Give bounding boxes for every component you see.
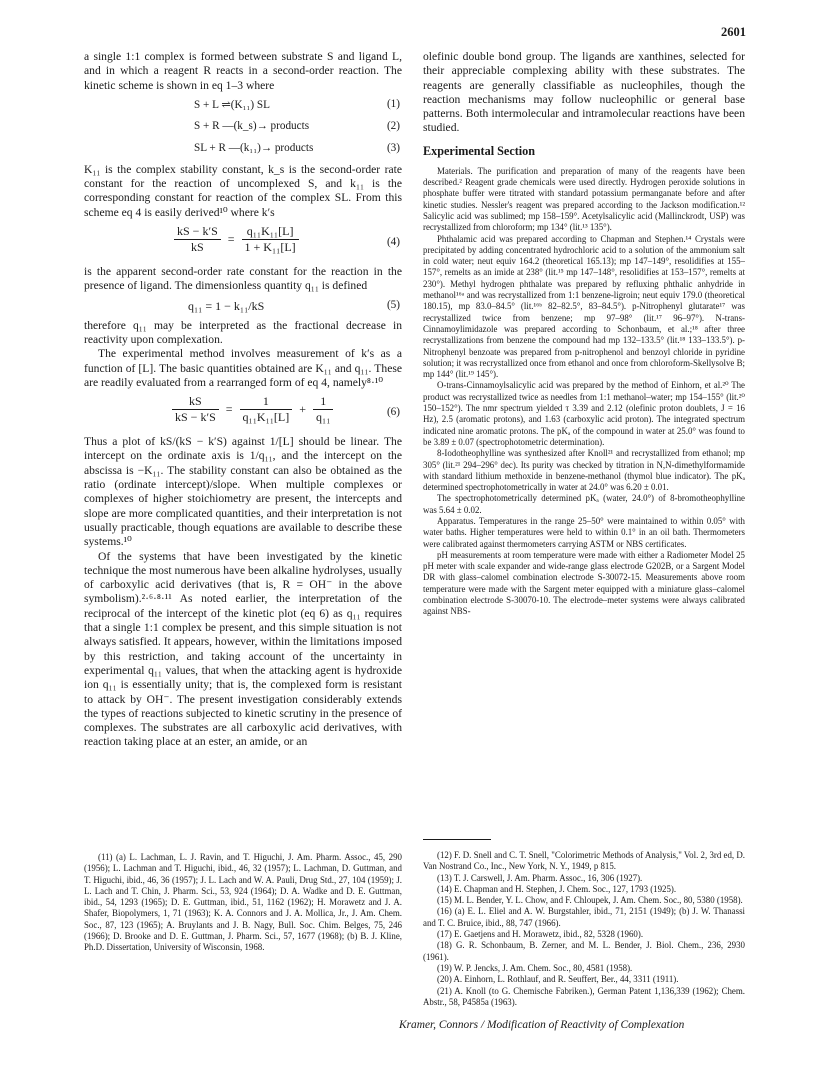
- paragraph-iodotheophylline: 8-Iodotheophylline was synthesized after Knoll²¹ and recrystallized from ethanol; mp 305° (lit.²¹ 294–296° dec). Its purity was checked by titration in N,N-dimethylformamide with standard lithium methoxide in benzene-methanol (thymol blue indicator). The pKₐ determined spectrophotometrically in water at 24.0° was 6.20 ± 0.01.: [423, 448, 745, 493]
- footnote: (15) M. L. Bender, Y. L. Chow, and F. Chloupek, J. Am. Chem. Soc., 80, 5380 (1958).: [437, 895, 743, 906]
- footnote: (21) A. Knoll (to G. Chemische Fabriken.), German Patent 1,136,339 (1962); Chem. Abstr., 58, P4585a (1963).: [423, 985, 745, 1007]
- fraction-denominator: kS − k′S: [175, 410, 216, 425]
- fraction-denominator: q₁₁: [316, 410, 331, 425]
- equation-5: [84, 297, 402, 317]
- equals-sign: =: [225, 402, 233, 417]
- footnote: (14) E. Chapman and H. Stephen, J. Chem. Soc., 127, 1793 (1925).: [437, 883, 677, 894]
- equation-3-text: SL + R —(k₁₁)→ products: [194, 141, 314, 154]
- paragraph: is the apparent second-order rate constant for the reaction in the presence of ligand. The dimensionless quantity q₁₁ is defined: [84, 265, 402, 293]
- equation-4-lhs: [174, 224, 221, 255]
- plus-sign: +: [299, 402, 307, 417]
- paragraph: therefore q₁₁ may be interpreted as the fractional decrease in reactivity upon complexation.: [84, 318, 402, 346]
- equation-6-lhs: [172, 394, 219, 425]
- equation-4-rhs: [242, 224, 299, 255]
- footnote-11: (11) (a) L. Lachman, L. J. Ravin, and T. Higuchi, J. Am. Pharm. Assoc., 45, 290 (1956); L. Lachman and T. Higuchi, ibid., 46, 32 (1957); L. Lachman, D. Guttman, and T. Higuchi, ibid., 46, 36 (1957); J. L. Lach and W. A. Pauli, Drug Std., 27, 104 (1959); J. L. Lach and T. Chin, J. Pharm. Sci., 53, 924 (1964); D. A. Wadke and D. E. Guttman, ibid., 54, 1293 (1965); D. E. Guttman, ibid., 51, 1162 (1962); H. Morawetz and J. A. Shafer, Biopolymers, 1, 71 (1963); K. A. Connors and J. A. Mollica, Jr., J. Am. Chem. Soc., 87, 123 (1965); A. Bruylants and J. B. Nagy, Bull. Soc. Chim. Belges, 75, 246 (1966); D. Brooke and D. E. Guttman, J. Pharm. Sci., 57, 1677 (1968); (b) B. J. Kline, Ph.D. Dissertation, University of Wisconsin, 1968.: [84, 852, 402, 953]
- equation-6-middle: [240, 394, 293, 425]
- equation-3-number: (3): [386, 141, 400, 154]
- paragraph-phthalamic: Phthalamic acid was prepared according to Chapman and Stephen.¹⁴ Crystals were precipitated by adding concentrated hydrochloric acid to a solution of the ammonium salt in cold water; neut equiv 164.2 (theoretical 165.13); mp 147–149°, resolidifies at 155–157°, remelts as an imide at 238° (lit.¹⁵ mp 147–148°, resolidifies at 153–157°, remelts at 230°). Methyl hydrogen phthalate was prepared by refluxing phthalic anhydride in methanol¹⁶ᵃ and was recrystallized from 1:1 benzene-ligroin; neut equiv 179.0 (theoretical 180.15), mp 83.0–84.5° (lit.¹⁶ᵇ 82–82.5°, 83–84.5°). p-Nitrophenyl glutarate¹⁷ was recrystallized twice from benzene; mp 97–98° (lit.¹⁷ 96–97°). N-trans-Cinnamoylimidazole was prepared according to Schonbaum, et al.;¹⁸ after three recrystallizations from benzene the compound had mp 132–133.5° (lit.¹⁸ 133–133.5°). p-Nitrophenyl benzoate was prepared from p-nitrophenol and benzoyl chloride in pyridine solution; it was recrystallized once from ethanol and once from chloroform-Skellysolve B; mp 144° (lit.¹⁹ 145°).: [423, 233, 745, 380]
- paragraph-apparatus: Apparatus. Temperatures in the range 25–50° were maintained to within 0.05° with water baths. Higher temperatures were held to within 0.1° in an oil bath. Thermometers were calibrated against thermometers carrying ASTM or NBS certificates.: [423, 515, 745, 549]
- equation-1-text: S + L ⇌(K₁₁) SL: [194, 98, 270, 111]
- right-column: [423, 50, 745, 618]
- section-heading: Experimental Section: [423, 143, 536, 158]
- fraction-denominator: kS: [191, 240, 204, 255]
- equation-2-text: S + R —(k_s)→ products: [194, 119, 310, 132]
- left-column: [84, 50, 402, 750]
- fraction-numerator: kS − k′S: [174, 224, 221, 240]
- page-number: 2601: [721, 25, 746, 39]
- paragraph-ph: pH measurements at room temperature were made with either a Radiometer Model 25 pH meter with scale expander and wide-range glass electrode G202B, or a Sargent Model DR with glass–calomel combination electrode S-30072-15. Measurements above room temperature were made with the Sargent meter equipped with a miniature glass–calomel combination electrode S-30070-10. The electrode–meter systems were always calibrated against NBS-: [423, 549, 745, 617]
- equation-1: [84, 93, 402, 115]
- equation-4-number: (4): [386, 236, 400, 249]
- equals-sign: =: [227, 232, 235, 247]
- footnote-divider: [423, 839, 491, 840]
- fraction-numerator: q₁₁K₁₁[L]: [242, 224, 299, 240]
- equation-6-rhs: [313, 394, 333, 425]
- paragraph: Of the systems that have been investigated by the kinetic technique the most numerous have been alkaline hydrolyses, usually of carboxylic acid derivatives (that is, R = OH⁻ in the above symbolism).²·⁶·⁸·¹¹ As noted earlier, the interpretation of the reciprocal of the intercept of the kinetic plot (eq 6) as q₁₁ requires that a single 1:1 complex be present, and this simple situation is not always satisfied. It appears, however, within the limitations imposed by this restriction, and taking account of the uncertainty in experimental q₁₁ values, that when the attacking agent is hydroxide ion q₁₁ is essentially unity; that is, the complexed form is resistant to attack by OH⁻. The present investigation considerably extends the types of reactions subjected to kinetic scrutiny in the presence of complexes. The substrates are all carboxylic acid derivatives, with reaction taking place at an ester, an amide, or an: [84, 549, 402, 749]
- fraction-numerator: 1: [313, 394, 333, 410]
- paragraph: The experimental method involves measurement of k′s as a function of [L]. The basic quantities obtained are K₁₁ and q₁₁. These are readily evaluated from a rearranged form of eq 4, namely⁸·¹⁰: [84, 347, 402, 389]
- equation-2-number: (2): [386, 119, 400, 132]
- equation-6: [84, 394, 402, 432]
- footnote: (20) A. Einhorn, L. Rothlauf, and R. Seuffert, Ber., 44, 3311 (1911).: [437, 974, 679, 985]
- equation-6-number: (6): [386, 406, 400, 419]
- fraction-denominator: q₁₁K₁₁[L]: [242, 410, 290, 425]
- paragraph: a single 1:1 complex is formed between substrate S and ligand L, and in which a reagent R reacts in a second-order reaction. The kinetic scheme is shown in eq 1–3 where: [84, 50, 402, 92]
- footnote: (13) T. J. Carswell, J. Am. Pharm. Assoc., 16, 306 (1927).: [437, 872, 643, 883]
- footnote: (19) W. P. Jencks, J. Am. Chem. Soc., 80, 4581 (1958).: [437, 962, 633, 973]
- equation-4: [84, 224, 402, 262]
- paragraph-cinnamoyl: O-trans-Cinnamoylsalicylic acid was prepared by the method of Einhorn, et al.²⁰ The product was recrystallized twice as needles from 1:1 methanol–water; mp 154–155° (lit.²⁰ 150–152°). The nmr spectrum yielded τ 3.39 and 2.12 (olefinic proton doublets, J = 16 Hz), 2.5 (aromatic protons), and 1.63 (carboxylic acid proton). The integrated spectrum indicated nine aromatic protons. The pKₐ of the compound in water at 25.0° was found to be 3.89 ± 0.07 (spectrophotometric determination).: [423, 380, 745, 447]
- equation-1-number: (1): [386, 97, 400, 110]
- fraction-numerator: 1: [240, 394, 293, 410]
- left-footnotes: [84, 852, 402, 954]
- running-footer: Kramer, Connors / Modification of Reactivity of Complexation: [399, 1019, 685, 1031]
- fraction-numerator: kS: [172, 394, 219, 410]
- paragraph: K₁₁ is the complex stability constant, k_s is the second-order rate constant for the reaction of uncomplexed S, and k₁₁ is the corresponding constant for reaction of the complex SL. From this scheme eq 4 is easily derived¹⁰ where k′s: [84, 162, 402, 219]
- fraction-denominator: 1 + K₁₁[L]: [244, 240, 296, 255]
- footnote-list: [423, 850, 745, 1008]
- footnote: (16) (a) E. L. Eliel and A. W. Burgstahler, ibid., 71, 2151 (1949); (b) J. W. Thanassi and T. C. Bruice, ibid., 88, 747 (1966).: [423, 906, 745, 928]
- paragraph-bromotheophylline: The spectrophotometrically determined pKₐ (water, 24.0°) of 8-bromotheophylline was 5.64 ± 0.02.: [423, 493, 745, 515]
- footnote: (18) G. R. Schonbaum, B. Zerner, and M. L. Bender, J. Biol. Chem., 236, 2930 (1961).: [423, 940, 745, 962]
- paragraph: Thus a plot of kS/(kS − k′S) against 1/[L] should be linear. The intercept on the ordinate axis is 1/q₁₁, and the intercept on the abscissa is −K₁₁. The stability constant can also be obtained as the ratio (ordinate intercept)/slope. When multiple complexes or complexes of higher stoichiometry are present, the intercepts and slope are more complicated quantities, and their interpretation is not usually practicable, though equations are available to describe these systems.¹⁰: [84, 435, 402, 549]
- footnote: (17) E. Gaetjens and H. Morawetz, ibid., 82, 5328 (1960).: [437, 929, 644, 940]
- equation-5-number: (5): [386, 298, 400, 311]
- equation-2: [84, 115, 402, 137]
- paragraph: olefinic double bond group. The ligands are xanthines, selected for their appreciable complexing ability with these substrates. The reagents are generally classifiable as nucleophiles, though the reaction mechanisms may follow nucleophilic or general base patterns. Both intermolecular and intramolecular reactions have been studied.: [423, 50, 745, 135]
- equation-5-text: q₁₁ = 1 − k₁₁/kS: [188, 298, 265, 313]
- paragraph-materials: Materials. The purification and preparation of many of the reagents have been described.² Reagent grade chemicals were used directly. Hydrogen peroxide solutions in phosphate buffer were titrated with standard potassium permanganate before and after kinetic studies. Nessler's reagent was prepared according to the Jackson modification.¹² Salicylic acid was sublimed; mp 158–159°. Acetylsalicylic acid (Mallinckrodt, USP) was recrystallized from chloroform; mp 134° (lit.¹³ 135°).: [423, 165, 745, 233]
- equation-3: [84, 137, 402, 159]
- right-footnotes: [423, 831, 745, 1008]
- footnote: (12) F. D. Snell and C. T. Snell, "Colorimetric Methods of Analysis," Vol. 2, 3rd ed, D. Van Nostrand Co., Inc., New York, N. Y., 1949, p 815.: [423, 850, 745, 872]
